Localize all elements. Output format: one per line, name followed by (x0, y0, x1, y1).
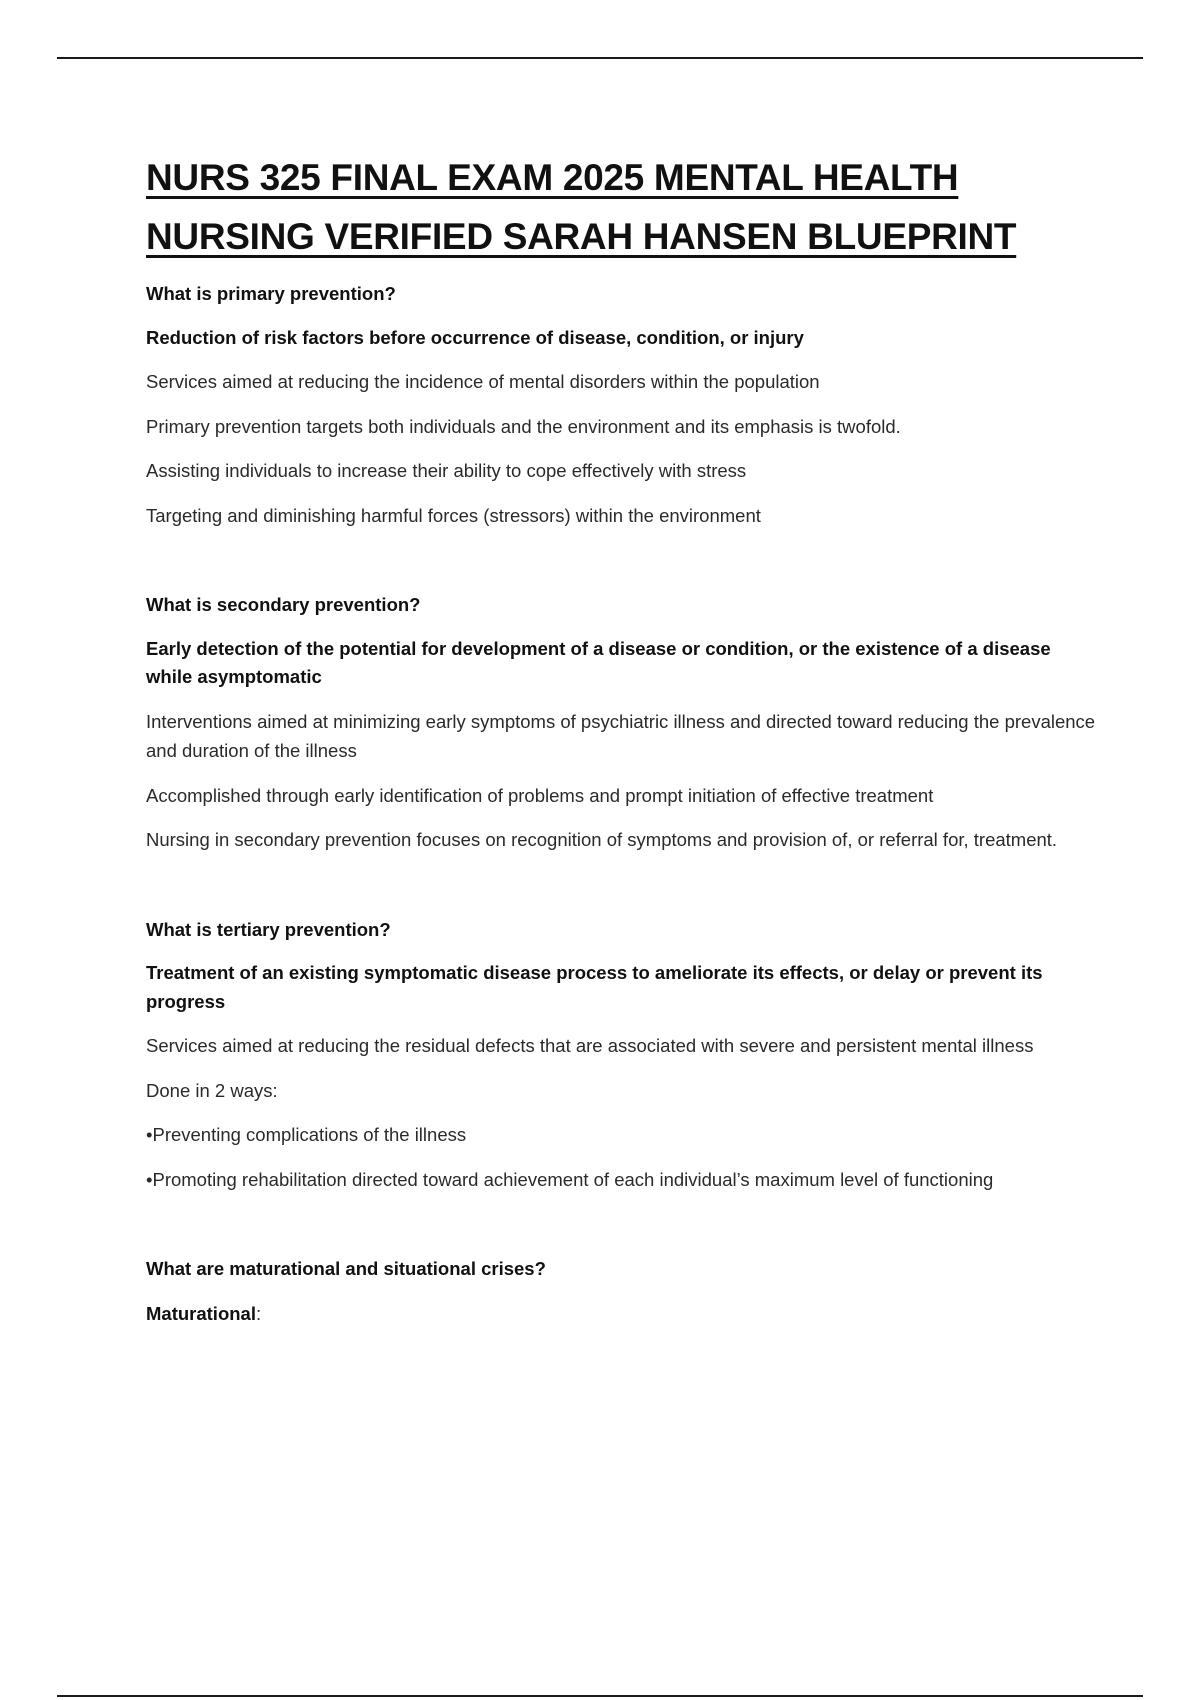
maturational-colon: : (255, 1302, 262, 1324)
answer-tertiary: Treatment of an existing symptomatic disease process to ameliorate its effects, or delay or prevent its progress (146, 962, 1043, 1012)
section-primary-prevention (146, 280, 1096, 530)
maturational-label: Maturational (146, 1302, 256, 1324)
title-line-2: NURSING VERIFIED SARAH HANSEN BLUEPRINT (146, 216, 1017, 257)
paragraph: Services aimed at reducing the residual defects that are associated with severe and persistent mental illness (146, 1035, 1034, 1056)
paragraph: Primary prevention targets both individuals and the environment and its emphasis is twofold. (146, 415, 901, 437)
section-crises (146, 1255, 1096, 1328)
paragraph: Services aimed at reducing the incidence of mental disorders within the population (146, 371, 820, 392)
section-tertiary-prevention (146, 916, 1096, 1195)
question-primary: What is primary prevention? (146, 283, 396, 304)
footer-rule (57, 1695, 1143, 1697)
title-line-1: NURS 325 FINAL EXAM 2025 MENTAL HEALTH (146, 157, 959, 198)
maturational-line (146, 1299, 1096, 1329)
section-gap (146, 545, 1096, 591)
header-rule (57, 57, 1143, 59)
paragraph: Accomplished through early identification of problems and prompt initiation of effective treatment (146, 784, 934, 806)
question-secondary: What is secondary prevention? (146, 594, 421, 615)
answer-secondary: Early detection of the potential for development of a disease or condition, or the existence of a disease while asymptomatic (146, 637, 1051, 687)
question-tertiary: What is tertiary prevention? (146, 918, 391, 940)
paragraph: Done in 2 ways: (146, 1079, 278, 1101)
section-secondary-prevention (146, 591, 1096, 855)
section-gap (146, 870, 1096, 916)
section-gap (146, 1209, 1096, 1255)
paragraph: Targeting and diminishing harmful forces (stressors) within the environment (146, 504, 761, 526)
document-page (146, 148, 1096, 1343)
paragraph: Assisting individuals to increase their ability to cope effectively with stress (146, 460, 747, 481)
bullet-item: •Promoting rehabilitation directed toward achievement of each individual’s maximum level of functioning (146, 1168, 994, 1190)
document-title (146, 148, 1096, 266)
paragraph: Interventions aimed at minimizing early symptoms of psychiatric illness and directed toward reducing the prevalence and duration of the illness (146, 710, 1096, 761)
answer-primary: Reduction of risk factors before occurrence of disease, condition, or injury (146, 326, 804, 348)
question-crises: What are maturational and situational crises? (146, 1258, 546, 1279)
paragraph: Nursing in secondary prevention focuses on recognition of symptoms and provision of, or referral for, treatment. (146, 829, 1058, 850)
bullet-item: •Preventing complications of the illness (146, 1124, 467, 1145)
